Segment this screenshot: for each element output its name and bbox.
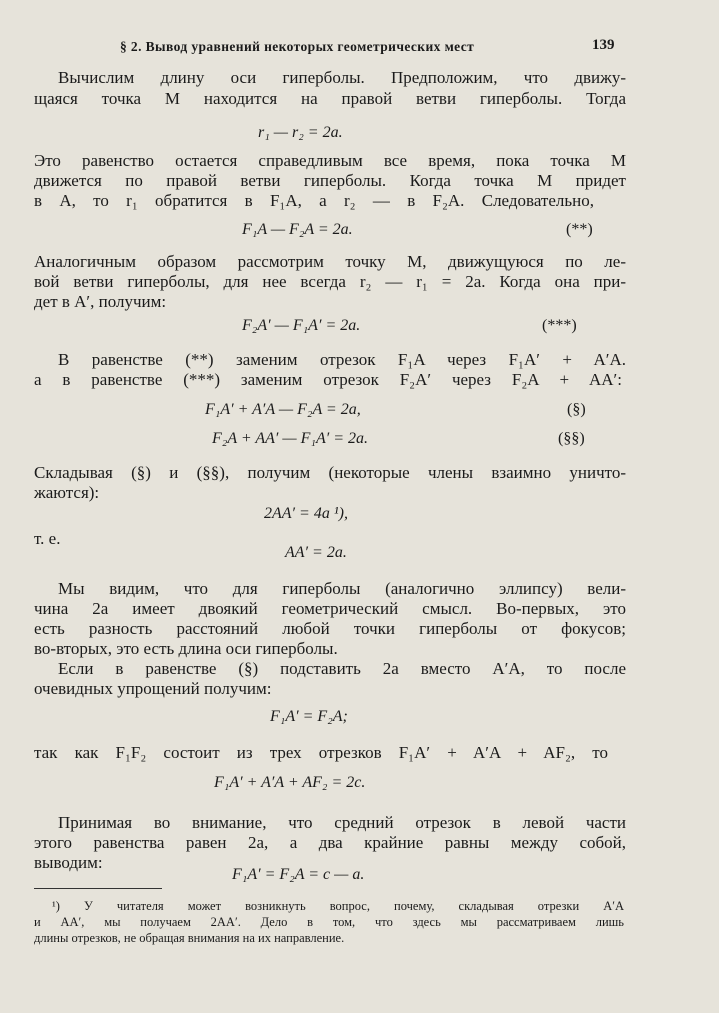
text-line: дет в A′, получим: [34, 292, 167, 311]
text-line: очевидных упрощений получим: [34, 679, 272, 698]
text-line: так как F₁F₂ состоит из трех отрезков F₁A′ + A′A + AF₂, то [34, 743, 608, 762]
equation-number: (***) [542, 317, 577, 334]
text-line: Вычислим длину оси гиперболы. Предположим, что движу- [58, 68, 626, 87]
equation: r₁ — r₂ = 2a. [258, 124, 343, 141]
text-line: есть разность расстояний любой точки гиперболы от фокусов; [34, 619, 626, 638]
equation: F₁A′ + A′A — F₂A = 2a, [205, 401, 361, 418]
page-number: 139 [592, 37, 615, 53]
equation: F₁A′ = F₂A; [270, 708, 348, 725]
text-line: Мы видим, что для гиперболы (аналогично эллипсу) вели- [58, 579, 626, 598]
footnote-line: ¹) У читателя может возникнуть вопрос, почему, складывая отрезки A′A [52, 899, 624, 913]
text-line: Это равенство остается справедливым все время, пока точка M [34, 151, 626, 170]
text-line: вой ветви гиперболы, для нее всегда r₂ — r₁ = 2a. Когда она при- [34, 272, 626, 291]
text-line: Если в равенстве (§) подставить 2a вместо A′A, то после [58, 659, 626, 678]
text-line: Аналогичным образом рассмотрим точку M, движущуюся по ле- [34, 252, 626, 271]
text-line: В равенстве (**) заменим отрезок F₁A через F₁A′ + A′A. [58, 350, 626, 369]
equation: F₁A — F₂A = 2a. [242, 221, 353, 238]
text-line: чина 2a имеет двоякий геометрический смысл. Во-первых, это [34, 599, 626, 618]
text-line: движется по правой ветви гиперболы. Когда точка M придет [34, 171, 626, 190]
text-line: Принимая во внимание, что средний отрезок в левой части [58, 813, 626, 832]
equation-number: (§) [567, 401, 586, 418]
text-line: а в равенстве (***) заменим отрезок F₂A′ через F₂A + AA′: [34, 370, 622, 389]
text-line: т. е. [34, 529, 61, 548]
equation: F₁A′ = F₂A = c — a. [232, 866, 365, 883]
equation: AA′ = 2a. [285, 544, 347, 561]
footnote-rule [34, 888, 162, 889]
footnote-line: и AA′, мы получаем 2AA′. Дело в том, что здесь мы рассматриваем лишь [34, 915, 624, 929]
equation-number: (**) [566, 221, 593, 238]
text-line: Складывая (§) и (§§), получим (некоторые члены взаимно уничто- [34, 463, 626, 482]
text-line: этого равенства равен 2a, а два крайние равны между собой, [34, 833, 626, 852]
text-line: жаются): [34, 483, 100, 502]
text-line: выводим: [34, 853, 103, 872]
text-line: щаяся точка M находится на правой ветви гиперболы. Тогда [34, 89, 626, 108]
equation: F₁A′ + A′A + AF₂ = 2c. [214, 774, 366, 791]
running-title: § 2. Вывод уравнений некоторых геометрических мест [120, 39, 475, 54]
text-line: во-вторых, это есть длина оси гиперболы. [34, 639, 338, 658]
footnote-line: длины отрезков, не обращая внимания на их направление. [34, 931, 345, 945]
equation-number: (§§) [558, 430, 585, 447]
equation: 2AA′ = 4a ¹), [264, 505, 348, 522]
equation: F₂A′ — F₁A′ = 2a. [242, 317, 361, 334]
equation: F₂A + AA′ — F₁A′ = 2a. [212, 430, 369, 447]
text-line: в A, то r₁ обратится в F₁A, а r₂ — в F₂A. Следовательно, [34, 191, 594, 210]
